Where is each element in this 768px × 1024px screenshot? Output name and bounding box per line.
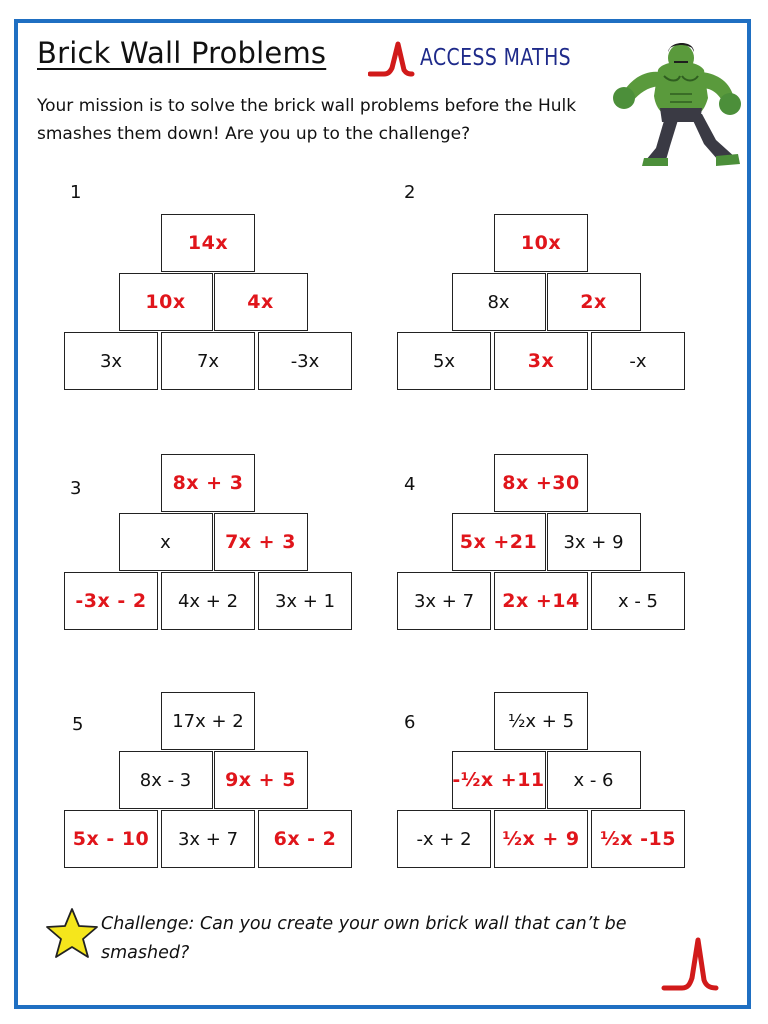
brick-middle: 8x - 3 [119,751,213,809]
star-icon [44,906,100,960]
logo-text: ACCESS MATHS [420,45,572,71]
problem-number: 4 [404,474,416,495]
access-maths-logo-icon [368,40,418,80]
brick-bottom: 5x [397,332,491,390]
brick-bottom: 2x +14 [494,572,588,630]
brick-bottom: 3x + 1 [258,572,352,630]
brick-bottom: x - 5 [591,572,685,630]
brick-middle: 8x [452,273,546,331]
brick-bottom: 4x + 2 [161,572,255,630]
problem-number: 3 [70,478,82,499]
hulk-figure-icon [604,36,754,168]
brick-middle: 5x +21 [452,513,546,571]
brick-middle: x - 6 [547,751,641,809]
problem-number: 2 [404,182,416,203]
brick-middle: x [119,513,213,571]
brick-top: 17x + 2 [161,692,255,750]
brick-bottom: 3x [64,332,158,390]
brick-bottom: ½x + 9 [494,810,588,868]
brick-middle: 2x [547,273,641,331]
brick-top: 14x [161,214,255,272]
brick-middle: 9x + 5 [214,751,308,809]
problem-number: 6 [404,712,416,733]
brick-bottom: -x + 2 [397,810,491,868]
problem-number: 5 [72,714,84,735]
brick-middle: 3x + 9 [547,513,641,571]
brick-bottom: -3x - 2 [64,572,158,630]
access-maths-logo-small-icon [660,932,720,996]
brick-bottom: -x [591,332,685,390]
brick-top: 8x + 3 [161,454,255,512]
brick-top: 10x [494,214,588,272]
brick-middle: -½x +11 [452,751,546,809]
intro-text: Your mission is to solve the brick wall problems before the Hulk smashes them down! Are you up to the challenge? [37,96,577,144]
brick-bottom: ½x -15 [591,810,685,868]
challenge-text: Challenge: Can you create your own brick wall that can’t be smashed? [101,914,627,963]
brick-top: 8x +30 [494,454,588,512]
brick-bottom: 5x - 10 [64,810,158,868]
brick-bottom: 3x + 7 [397,572,491,630]
problem-number: 1 [70,182,82,203]
brick-top: ½x + 5 [494,692,588,750]
brick-bottom: 6x - 2 [258,810,352,868]
page-title: Brick Wall Problems [37,36,327,70]
brick-bottom: 3x + 7 [161,810,255,868]
brick-bottom: 7x [161,332,255,390]
brick-middle: 7x + 3 [214,513,308,571]
brick-bottom: 3x [494,332,588,390]
brick-middle: 10x [119,273,213,331]
brick-bottom: -3x [258,332,352,390]
brick-middle: 4x [214,273,308,331]
